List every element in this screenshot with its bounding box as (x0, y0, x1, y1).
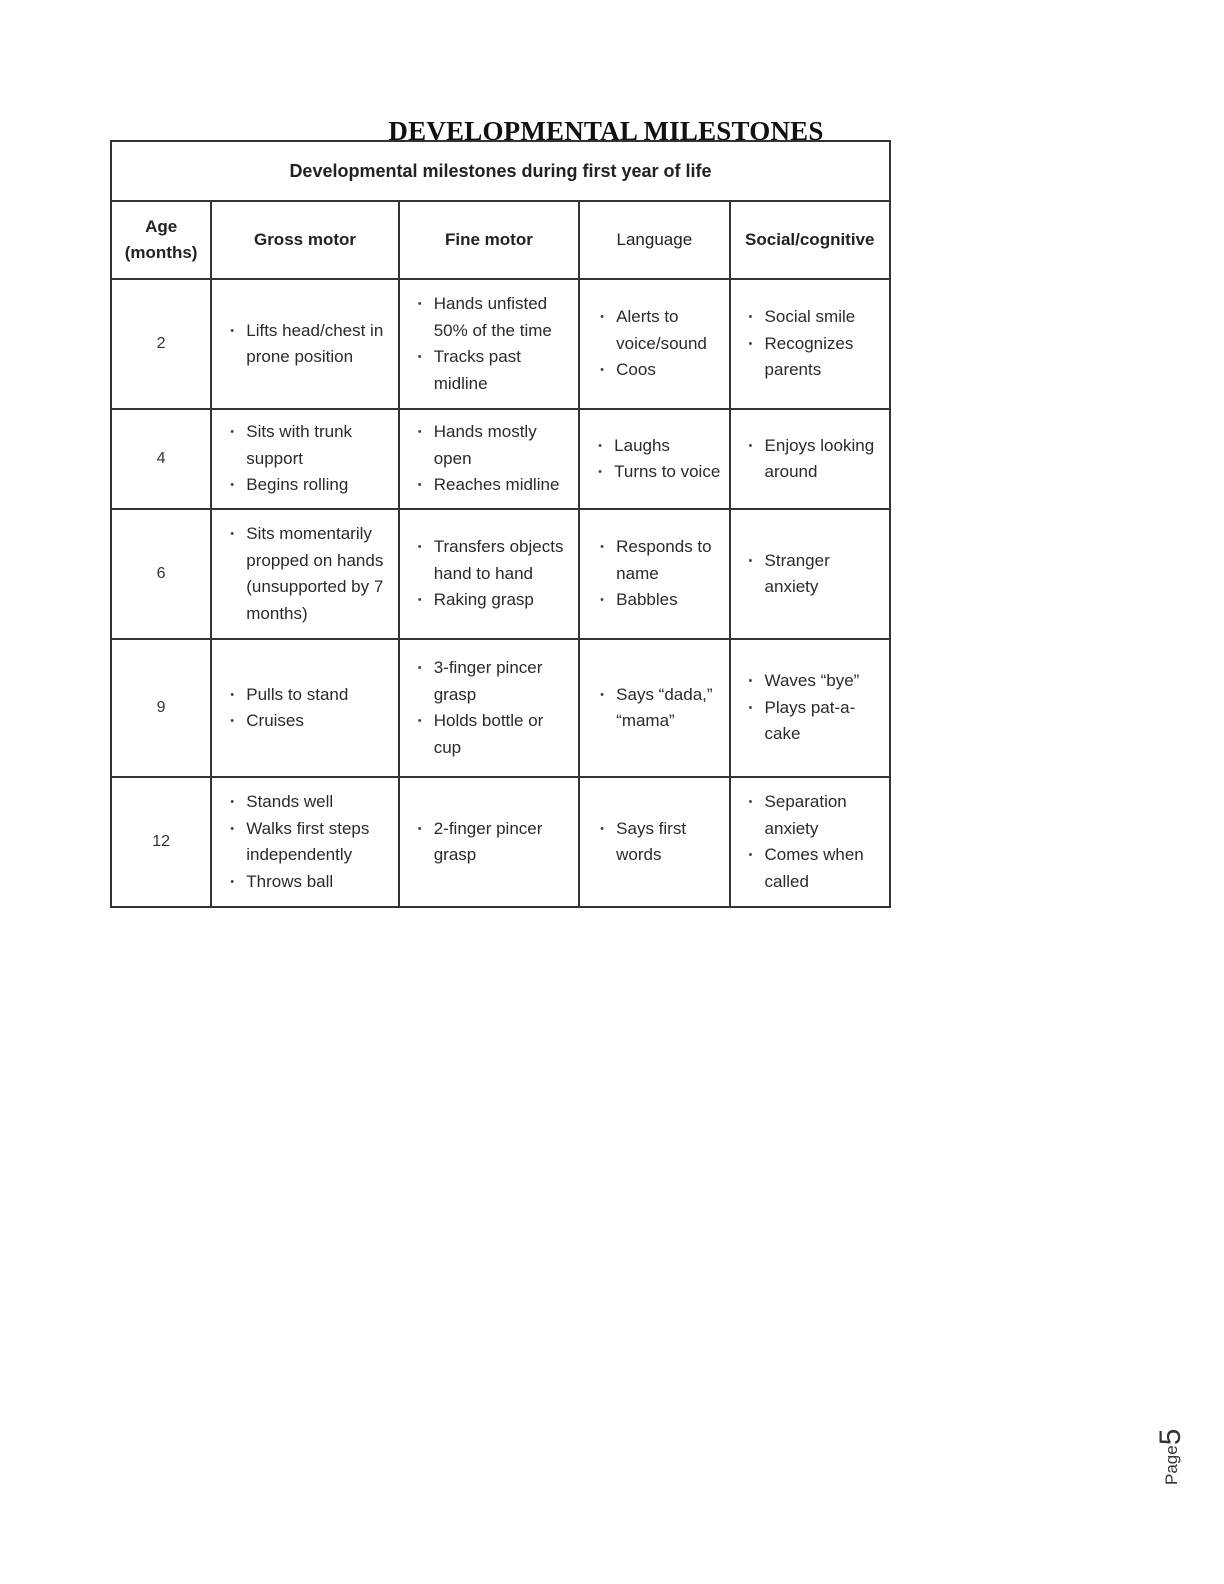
fine-motor-cell (399, 279, 579, 409)
list-item: • Transfers objects hand to hand (434, 534, 574, 587)
list-item: • Cruises (246, 708, 393, 735)
header-language: Language (579, 201, 729, 279)
list-item: • Says first words (616, 816, 724, 869)
language-cell (579, 777, 729, 907)
gross-motor-cell (211, 409, 398, 509)
list-item: • Laughs (614, 433, 728, 460)
page-number-rotated (1154, 1395, 1187, 1485)
list-item: • Plays pat-a-cake (765, 695, 885, 748)
list-item: • Walks first steps independently (246, 816, 393, 869)
milestone-list (400, 291, 578, 397)
milestone-list (580, 433, 728, 486)
header-gross-motor: Gross motor (211, 201, 398, 279)
list-item: • Turns to voice (614, 459, 728, 486)
list-item: • Recognizes parents (765, 331, 885, 384)
age-cell: 12 (111, 777, 211, 907)
milestone-list (580, 304, 728, 384)
list-item: • Begins rolling (246, 472, 393, 499)
list-item: • Sits momentarily propped on hands (unsupported by 7 months) (246, 521, 393, 627)
fine-motor-cell (399, 409, 579, 509)
list-item: • Alerts to voice/sound (616, 304, 724, 357)
table-row (111, 409, 890, 509)
social-cognitive-cell (730, 279, 890, 409)
gross-motor-cell (211, 777, 398, 907)
list-item: • Throws ball (246, 869, 393, 896)
header-age (111, 201, 211, 279)
language-cell (579, 409, 729, 509)
table-row (111, 279, 890, 409)
age-cell: 9 (111, 639, 211, 777)
social-cognitive-cell (730, 509, 890, 639)
milestone-list (580, 682, 728, 735)
language-cell (579, 639, 729, 777)
age-cell: 4 (111, 409, 211, 509)
fine-motor-cell (399, 777, 579, 907)
list-item: • Waves “bye” (765, 668, 885, 695)
list-item: • Says “dada,” “mama” (616, 682, 724, 735)
page-label: Page (1162, 1445, 1181, 1485)
list-item: • Lifts head/chest in prone position (246, 318, 393, 371)
milestone-list (212, 318, 397, 371)
milestone-list (400, 419, 578, 499)
list-item: • Hands unfisted 50% of the time (434, 291, 574, 344)
social-cognitive-cell (730, 639, 890, 777)
list-item: • Separation anxiety (765, 789, 885, 842)
header-fine-motor: Fine motor (399, 201, 579, 279)
list-item: • Comes when called (765, 842, 885, 895)
list-item: • Hands mostly open (434, 419, 574, 472)
list-item: • Pulls to stand (246, 682, 393, 709)
list-item: • Holds bottle or cup (434, 708, 574, 761)
page-number-value: 5 (1154, 1428, 1187, 1446)
milestones-table-container (110, 140, 891, 908)
language-cell (579, 509, 729, 639)
milestone-list (731, 433, 889, 486)
list-item: • 2-finger pincer grasp (434, 816, 574, 869)
page-title: DEVELOPMENTAL MILESTONES (388, 116, 824, 147)
milestone-list (731, 668, 889, 748)
table-header-row (111, 201, 890, 279)
fine-motor-cell (399, 639, 579, 777)
milestone-list (580, 816, 728, 869)
milestone-list (212, 521, 397, 627)
list-item: • Babbles (616, 587, 724, 614)
list-item: • Sits with trunk support (246, 419, 393, 472)
list-item: • Social smile (765, 304, 885, 331)
milestone-list (212, 682, 397, 735)
milestone-list (731, 548, 889, 601)
list-item: • Reaches midline (434, 472, 574, 499)
list-item: • Stranger anxiety (765, 548, 885, 601)
list-item: • Responds to name (616, 534, 724, 587)
table-row (111, 777, 890, 907)
milestone-list (731, 304, 889, 384)
table-caption: Developmental milestones during first year of life (111, 141, 890, 201)
language-cell (579, 279, 729, 409)
page-number (1156, 1395, 1186, 1485)
milestone-list (212, 419, 397, 499)
milestone-list (212, 789, 397, 895)
milestone-list (580, 534, 728, 614)
social-cognitive-cell (730, 777, 890, 907)
gross-motor-cell (211, 279, 398, 409)
table-row (111, 509, 890, 639)
list-item: • Tracks past midline (434, 344, 574, 397)
milestone-list (400, 534, 578, 614)
list-item: • Stands well (246, 789, 393, 816)
gross-motor-cell (211, 639, 398, 777)
fine-motor-cell (399, 509, 579, 639)
age-cell: 2 (111, 279, 211, 409)
table-row (111, 639, 890, 777)
list-item: • 3-finger pincer grasp (434, 655, 574, 708)
social-cognitive-cell (730, 409, 890, 509)
list-item: • Raking grasp (434, 587, 574, 614)
list-item: • Coos (616, 357, 724, 384)
header-social-cognitive: Social/cognitive (730, 201, 890, 279)
header-age-label: Age (months) (124, 217, 198, 262)
gross-motor-cell (211, 509, 398, 639)
milestone-list (400, 816, 578, 869)
milestone-list (731, 789, 889, 895)
age-cell: 6 (111, 509, 211, 639)
list-item: • Enjoys looking around (765, 433, 885, 486)
milestones-table (110, 140, 891, 908)
milestone-list (400, 655, 578, 761)
